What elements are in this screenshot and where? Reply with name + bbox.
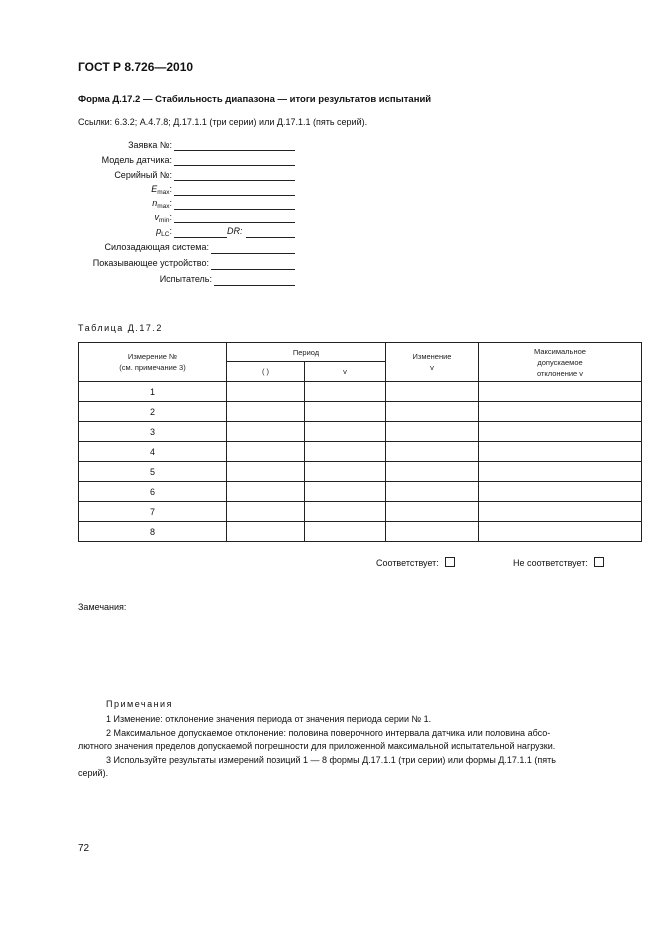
field-tester: Испытатель: <box>159 274 212 284</box>
table-row <box>79 442 642 462</box>
row-number: 2 <box>79 402 227 422</box>
form-title: Форма Д.17.2 — Стабильность диапазона — итоги результатов испытаний <box>78 94 432 105</box>
period-a-cell[interactable] <box>227 482 305 502</box>
change-cell[interactable] <box>386 502 479 522</box>
period-b-cell[interactable] <box>305 422 386 442</box>
table-row <box>79 482 642 502</box>
page-number: 72 <box>78 843 90 854</box>
references: Ссылки: 6.3.2; А.4.7.8; Д.17.1.1 (три серии) или Д.17.1.1 (пять серий). <box>78 117 368 127</box>
change-cell[interactable] <box>386 422 479 442</box>
not-complies-checkbox[interactable] <box>594 557 604 567</box>
table-row <box>79 502 642 522</box>
change-cell[interactable] <box>386 482 479 502</box>
change-cell[interactable] <box>386 442 479 462</box>
note-2-line-1: 2 Максимальное допускаемое отклонение: половина поверочного интервала датчика или половина абсо- <box>106 728 551 738</box>
dr-line[interactable] <box>246 237 295 238</box>
application-line[interactable] <box>174 150 295 151</box>
field-p-lc: $p_{LC}$: <box>156 226 172 238</box>
period-b-cell[interactable] <box>305 482 386 502</box>
row-number: 6 <box>79 482 227 502</box>
field-application: Заявка №: <box>128 140 172 150</box>
row-number: 3 <box>79 422 227 442</box>
note-2-line-2: лютного значения пределов допускаемой погрешности для приложенной максимальной испытательной нагрузки. <box>78 741 556 751</box>
table-row <box>79 422 642 442</box>
row-number: 1 <box>79 382 227 402</box>
not-complies-label: Не соответствует: <box>513 558 588 568</box>
note-1: 1 Изменение: отклонение значения периода от значения периода серии № 1. <box>106 714 432 724</box>
period-b-cell[interactable] <box>305 402 386 422</box>
period-a-cell[interactable] <box>227 382 305 402</box>
indicator-line[interactable] <box>211 269 295 270</box>
max-deviation-cell[interactable] <box>479 502 642 522</box>
field-n-max: $n_{max}$: <box>152 198 172 210</box>
serial-line[interactable] <box>174 180 295 181</box>
change-cell[interactable] <box>386 402 479 422</box>
n-max-line[interactable] <box>174 209 295 210</box>
max-deviation-cell[interactable] <box>479 422 642 442</box>
tester-line[interactable] <box>214 285 295 286</box>
note-3-line-1: 3 Используйте результаты измерений позиций 1 — 8 формы Д.17.1.1 (три серии) или формы Д.17.1.1 (пять <box>106 755 556 765</box>
complies-option <box>376 557 455 568</box>
notes-title: Примечания <box>106 699 173 709</box>
max-deviation-cell[interactable] <box>479 522 642 542</box>
table-row <box>79 522 642 542</box>
table-row <box>79 462 642 482</box>
change-cell[interactable] <box>386 522 479 542</box>
complies-checkbox[interactable] <box>445 557 455 567</box>
sensor-model-line[interactable] <box>174 165 295 166</box>
period-b-cell[interactable] <box>305 462 386 482</box>
row-number: 8 <box>79 522 227 542</box>
row-number: 4 <box>79 442 227 462</box>
period-b-cell[interactable] <box>305 442 386 462</box>
col-period-b-header: v <box>305 362 386 382</box>
remarks-label: Замечания: <box>78 602 127 612</box>
field-serial: Серийный №: <box>114 170 172 180</box>
col-measurement-header: Измерение № (см. примечание 3) <box>79 343 227 382</box>
col-max-deviation-header: Максимальное допускаемое отклонение v <box>479 343 642 382</box>
field-dr: DR: <box>227 226 243 236</box>
col-change-header: Изменение v <box>386 343 479 382</box>
field-e-max: $E_{max}$: <box>151 184 172 196</box>
not-complies-option <box>513 557 604 568</box>
p-lc-line[interactable] <box>174 237 227 238</box>
max-deviation-cell[interactable] <box>479 482 642 502</box>
field-load-system: Силозадающая система: <box>104 242 209 252</box>
max-deviation-cell[interactable] <box>479 382 642 402</box>
period-a-cell[interactable] <box>227 442 305 462</box>
field-indicator: Показывающее устройство: <box>92 258 209 268</box>
field-sensor-model: Модель датчика: <box>101 155 172 165</box>
change-cell[interactable] <box>386 462 479 482</box>
period-b-cell[interactable] <box>305 522 386 542</box>
max-deviation-cell[interactable] <box>479 462 642 482</box>
row-number: 5 <box>79 462 227 482</box>
table-row <box>79 402 642 422</box>
change-cell[interactable] <box>386 382 479 402</box>
period-a-cell[interactable] <box>227 522 305 542</box>
table-row <box>79 382 642 402</box>
results-table <box>78 342 642 542</box>
load-system-line[interactable] <box>211 253 295 254</box>
note-3-line-2: серий). <box>78 768 109 778</box>
e-max-line[interactable] <box>174 195 295 196</box>
max-deviation-cell[interactable] <box>479 442 642 462</box>
period-b-cell[interactable] <box>305 502 386 522</box>
field-v-min: $v_{min}$: <box>154 212 172 224</box>
col-period-a-header: ( ) <box>227 362 305 382</box>
period-a-cell[interactable] <box>227 462 305 482</box>
period-b-cell[interactable] <box>305 382 386 402</box>
period-a-cell[interactable] <box>227 422 305 442</box>
table-title: Таблица Д.17.2 <box>78 323 163 333</box>
period-a-cell[interactable] <box>227 502 305 522</box>
max-deviation-cell[interactable] <box>479 402 642 422</box>
v-min-line[interactable] <box>174 222 295 223</box>
col-period-header: Период <box>227 343 386 362</box>
complies-label: Соответствует: <box>376 558 439 568</box>
document-header: ГОСТ Р 8.726—2010 <box>78 60 194 74</box>
row-number: 7 <box>79 502 227 522</box>
period-a-cell[interactable] <box>227 402 305 422</box>
